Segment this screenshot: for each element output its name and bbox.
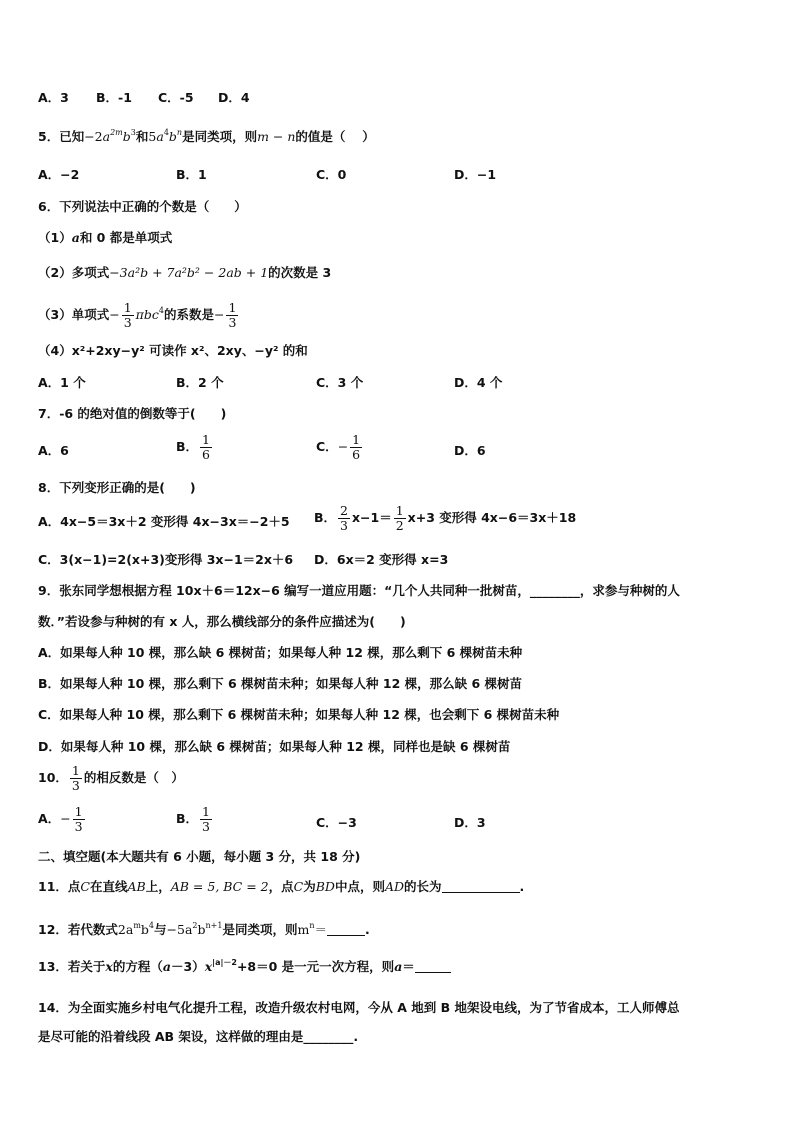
question-6-stem: 6．下列说法中正确的个数是（ ） [38, 199, 247, 214]
question-7-stem: 7．-6 的绝对值的倒数等于( ) [38, 406, 227, 421]
question-5: 5．已知$-2a^{2m}b^3$和$5a^4b^n$是同类项，则m − n的值是（ ） [38, 128, 375, 144]
q8-option-d: D．6x＝2 变形得 x=3 [314, 552, 449, 567]
q6-statement-1: （1）a和 0 都是单项式 [38, 230, 173, 245]
q4-option-b: B．-1 [96, 90, 132, 105]
q10-option-b: B． $\frac{1}{3}$ [176, 804, 210, 834]
q6-option-b: B．2 个 [176, 375, 224, 390]
q6-statement-4: （4）x²+2xy−y² 可读作 x²、2xy、−y² 的和 [38, 343, 308, 358]
q4-option-a: A．3 [38, 90, 69, 105]
q5-option-d: D．−1 [454, 167, 497, 182]
q9-option-c: C．如果每人种 10 棵，那么剩下 6 棵树苗未种；如果每人种 12 棵，也会剩下 6 棵树苗未种 [38, 707, 560, 722]
fraction: $\frac{1}{3}$ [123, 300, 132, 330]
q6-option-a: A．1 个 [38, 375, 86, 390]
answer-blank[interactable] [327, 923, 365, 936]
fraction: $\frac{1}{6}$ [352, 432, 361, 462]
q6-statement-3: （3）单项式− $\frac{1}{3}$ πbc$^4$的系数是− $\frac{1}{3}$ [38, 300, 237, 330]
fraction: $\frac{2}{3}$ [340, 503, 348, 533]
q5-option-b: B．1 [176, 167, 207, 182]
q7-option-d: D．6 [454, 443, 486, 458]
q9-option-a: A．如果每人种 10 棵，那么缺 6 棵树苗；如果每人种 12 棵，那么剩下 6 棵树苗未种 [38, 645, 523, 660]
q9-option-b: B．如果每人种 10 棵，那么剩下 6 棵树苗未种；如果每人种 12 棵，那么缺 6 棵树苗 [38, 676, 523, 691]
q8-option-a: A．4x−5＝3x＋2 变形得 4x−3x＝−2＋5 [38, 514, 290, 529]
question-10-stem: 10． $\frac{1}{3}$ 的相反数是（ ） [38, 763, 184, 793]
q6-option-d: D．4 个 [454, 375, 503, 390]
fraction: $\frac{1}{3}$ [228, 300, 237, 330]
fraction: $\frac{1}{3}$ [202, 804, 210, 834]
q10-option-d: D．3 [454, 815, 486, 830]
question-14-line-2: 是尽可能的沿着线段 AB 架设，这样做的理由是________. [38, 1029, 359, 1044]
q10-option-c: C．−3 [316, 815, 357, 830]
question-13: 13．若关于x的方程$(a-3)x^{|a|-2}+8=0$ 是一元一次方程，则a＝ [38, 959, 451, 975]
fraction: $\frac{1}{3}$ [74, 804, 83, 834]
q7-option-b: B． $\frac{1}{6}$ [176, 432, 210, 462]
fraction: $\frac{1}{6}$ [202, 432, 210, 462]
question-11: 11．点C在直线AB上，AB = 5, BC = 2，点C为BD中点，则AD的长为 . [38, 879, 525, 894]
question-14-line-1: 14．为全面实施乡村电气化提升工程，改造升级农村电网，今从 A 地到 B 地架设电线，为了节省成本，工人师傅总 [38, 1000, 680, 1015]
answer-blank[interactable] [442, 880, 520, 893]
q6-statement-2: （2）多项式−3a²b + 7a²b² − 2ab + 1的次数是 3 [38, 265, 332, 280]
fraction: $\frac{1}{3}$ [71, 763, 80, 793]
answer-blank[interactable] [415, 960, 451, 973]
q5-option-a: A．−2 [38, 167, 80, 182]
q9-option-d: D．如果每人种 10 棵，那么缺 6 棵树苗；如果每人种 12 棵，同样也是缺 6 棵树苗 [38, 739, 511, 754]
q8-option-c: C．3(x−1)=2(x+3)变形得 3x−1＝2x＋6 [38, 552, 294, 567]
q6-option-c: C．3 个 [316, 375, 364, 390]
question-9-line-1: 9．张东同学想根据方程 10x＋6＝12x−6 编写一道应用题：“几个人共同种一批树苗，________，求参与种树的人 [38, 583, 680, 598]
q8-option-b: B． $\frac{2}{3}$ x−1＝ $\frac{1}{2}$ x+3 变形得 4x−6＝3x＋18 [314, 503, 577, 533]
fraction: $\frac{1}{2}$ [395, 503, 404, 533]
q10-option-a: A．− $\frac{1}{3}$ [38, 804, 83, 834]
question-9-line-2: 数．”若设参与种树的有 x 人，那么横线部分的条件应描述为( ) [38, 614, 406, 629]
section-2-heading: 二、填空题(本大题共有 6 小题，每小题 3 分，共 18 分) [38, 849, 361, 864]
q4-option-c: C．-5 [158, 90, 194, 105]
q4-option-d: D．4 [218, 90, 250, 105]
q7-option-c: C．− $\frac{1}{6}$ [316, 432, 361, 462]
q7-option-a: A．6 [38, 443, 69, 458]
question-8-stem: 8．下列变形正确的是( ) [38, 480, 196, 495]
q5-option-c: C．0 [316, 167, 347, 182]
question-12: 12．若代数式$2a^mb^4$与$-5a^2b^{n+1}$是同类项，则$m^n=$ . [38, 921, 370, 937]
